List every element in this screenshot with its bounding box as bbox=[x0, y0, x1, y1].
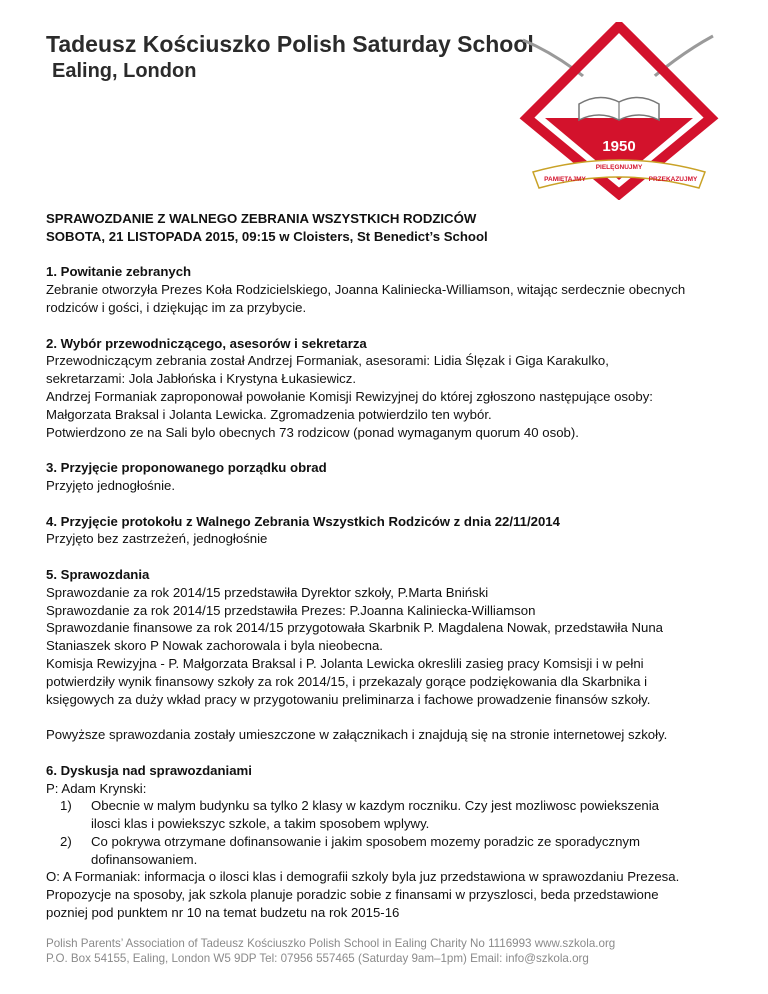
list-text: Obecnie w malym budynku sa tylko 2 klasy w kazdym roczniku. Czy jest mozliwosc powiekszenia bbox=[91, 798, 659, 814]
report-title: SPRAWOZDANIE Z WALNEGO ZEBRANIA WSZYSTKICH RODZICÓW bbox=[46, 211, 477, 226]
answer-text: Propozycje na sposoby, jak szkola planuje poradzic sobie z finansami w przyszlosci, beda przedstawione bbox=[46, 887, 659, 903]
section-text: Staniaszek skoro P Nowak zachorowala i byla nieobecna. bbox=[46, 638, 383, 654]
school-logo bbox=[515, 22, 723, 200]
logo-motto-left: PAMIĘTAJMY bbox=[544, 176, 586, 183]
speaker-label: P: Adam Krynski: bbox=[46, 780, 147, 796]
section-text: Przyjęto jednogłośnie. bbox=[46, 477, 176, 493]
question-list bbox=[46, 797, 736, 868]
section-text: księgowych za duży wkład pracy w przygotowaniu preliminarza i fachowe prowadzenie finansów szkoły. bbox=[46, 691, 651, 707]
list-text: dofinansowaniem. bbox=[91, 851, 198, 867]
list-item bbox=[60, 833, 736, 869]
section-heading: 5. Sprawozdania bbox=[46, 566, 150, 582]
list-text: ilosci klas i powiekszyc szkole, a takim sposobem wplywy. bbox=[91, 816, 430, 832]
logo-year: 1950 bbox=[602, 138, 636, 155]
section-text: potwierdziły wynik finansowy szkoły za rok 2014/15, i przekazaly gorące podziękowania dla Skarbnika i bbox=[46, 673, 648, 689]
logo-motto-right: PRZEKAZUJMY bbox=[648, 176, 698, 183]
section-text: Andrzej Formaniak zaproponował powołanie Komisji Rewizyjnej do której zgłoszono następujące osoby: bbox=[46, 388, 653, 404]
section-text: Zebranie otworzyła Prezes Koła Rodzicielskiego, Joanna Kaliniecka-Williamson, witając serdecznie obecnych bbox=[46, 282, 686, 298]
section-heading: 1. Powitanie zebranych bbox=[46, 264, 192, 280]
answer-text: O: A Formaniak: informacja o ilosci klas i demografii szkoly byla juz przedstawiona w sprawozdaniu Prezesa. bbox=[46, 869, 680, 885]
section-text: Sprawozdanie finansowe za rok 2014/15 przygotowała Skarbnik P. Magdalena Nowak, przedstawiła Nuna bbox=[46, 620, 663, 636]
school-location: Ealing, London bbox=[52, 60, 197, 82]
footer-line: Polish Parents’ Association of Tadeusz Kościuszko Polish School in Ealing Charity No 1116993 www.szkola.org bbox=[46, 937, 616, 950]
section-heading: 2. Wybór przewodniczącego, asesorów i sekretarza bbox=[46, 335, 367, 351]
section-text: Sprawozdanie za rok 2014/15 przedstawiła Dyrektor szkoły, P.Marta Bniński bbox=[46, 584, 489, 600]
report-body bbox=[46, 210, 736, 922]
list-number: 1) bbox=[60, 798, 72, 814]
list-number: 2) bbox=[60, 833, 72, 849]
section-text: rodziców i gości, i dziękując im za przybycie. bbox=[46, 299, 307, 315]
section-text: Potwierdzono ze na Sali bylo obecnych 73 rodzicow (ponad wymaganym quorum 40 osob). bbox=[46, 424, 579, 440]
section-text: Małgorzata Braksal i Jolanta Lewicka. Zgromadzenia potwierdzilo ten wybór. bbox=[46, 406, 492, 422]
section-heading: 3. Przyjęcie proponowanego porządku obrad bbox=[46, 460, 327, 476]
letterhead bbox=[46, 30, 534, 84]
page-footer bbox=[46, 936, 615, 966]
section-text: Sprawozdanie za rok 2014/15 przedstawiła Prezes: P.Joanna Kaliniecka-Williamson bbox=[46, 602, 536, 618]
list-text: Co pokrywa otrzymane dofinansowanie i jakim sposobem mozemy poradzic ze sporadycznym bbox=[91, 833, 640, 849]
section-text: sekretarzami: Jola Jabłońska i Krystyna Łukasiewicz. bbox=[46, 371, 357, 387]
section-text: Powyższe sprawozdania zostały umieszczone w załącznikach i znajdują się na stronie internetowej szkoły. bbox=[46, 727, 668, 743]
section-text: Przewodniczącym zebrania został Andrzej Formaniak, asesorami: Lidia Ślęzak i Giga Karakulko, bbox=[46, 353, 609, 369]
footer-line: P.O. Box 54155, Ealing, London W5 9DP Tel: 07956 557465 (Saturday 9am–1pm) Email: info@szkola.org bbox=[46, 952, 589, 965]
list-item bbox=[60, 797, 736, 833]
section-heading: 4. Przyjęcie protokołu z Walnego Zebrania Wszystkich Rodziców z dnia 22/11/2014 bbox=[46, 513, 560, 529]
section-text: Komisja Rewizyjna - P. Małgorzata Braksal i P. Jolanta Lewicka okreslili zasieg pracy Komsisji i w pełni bbox=[46, 655, 644, 671]
logo-motto-center: PIELĘGNUJMY bbox=[595, 164, 643, 171]
school-name: Tadeusz Kościuszko Polish Saturday School bbox=[46, 31, 534, 57]
answer-text: pozniej pod punktem nr 10 na temat budzetu na rok 2015-16 bbox=[46, 905, 400, 921]
section-text: Przyjęto bez zastrzeżeń, jednogłośnie bbox=[46, 531, 268, 547]
report-subtitle: SOBOTA, 21 LISTOPADA 2015, 09:15 w Cloisters, St Benedict’s School bbox=[46, 228, 488, 244]
section-heading: 6. Dyskusja nad sprawozdaniami bbox=[46, 762, 252, 778]
